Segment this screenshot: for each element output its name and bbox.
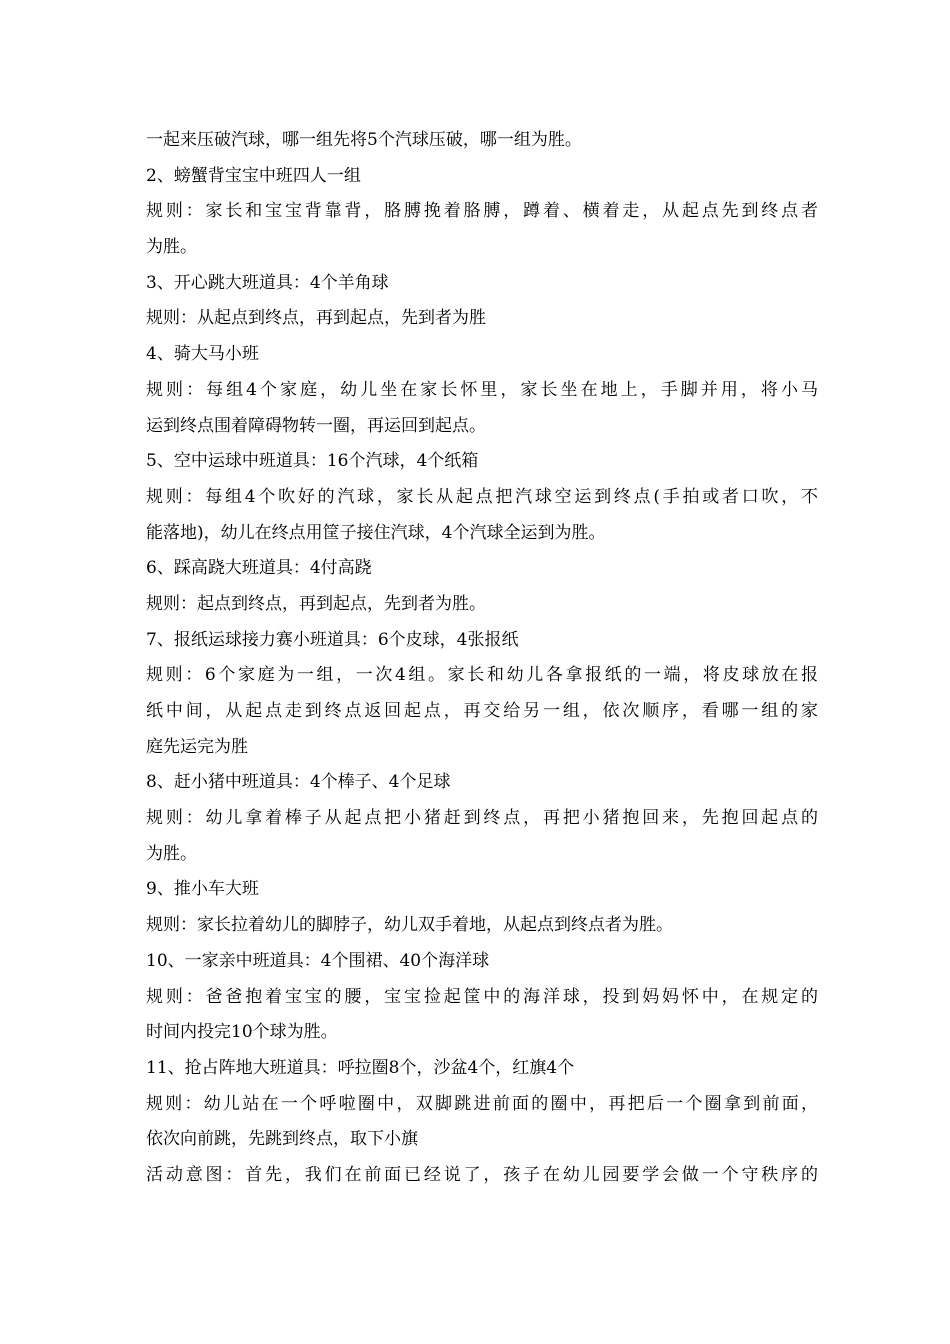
text-line-12: 能落地)，幼儿在终点用筐子接住汽球，4个汽球全运到为胜。 — [146, 522, 606, 543]
text-line-18: 庭先运完为胜 — [146, 736, 248, 757]
text-line-16: 规则：6个家庭为一组，一次4组。家长和幼儿各拿报纸的一端，将皮球放在报 — [146, 665, 818, 686]
text-line-28: 规则：幼儿站在一个呼啦圈中，双脚跳进前面的圈中，再把后一个圈拿到前面， — [146, 1093, 818, 1114]
text-line-25: 规则：爸爸抱着宝宝的腰，宝宝捡起筐中的海洋球，投到妈妈怀中，在规定的 — [146, 986, 818, 1007]
text-line-5: 3、开心跳大班道具：4个羊角球 — [146, 272, 389, 293]
text-line-14: 规则：起点到终点，再到起点，先到者为胜。 — [146, 593, 486, 614]
text-line-1: 一起来压破汽球，哪一组先将5个汽球压破，哪一组为胜。 — [146, 130, 582, 150]
text-line-7: 4、骑大马小班 — [146, 344, 259, 365]
text-line-29: 依次向前跳，先跳到终点，取下小旗 — [146, 1129, 418, 1150]
text-line-13: 6、踩高跷大班道具：4付高跷 — [146, 558, 372, 579]
text-line-17: 纸中间，从起点走到终点返回起点，再交给另一组，依次顺序，看哪一组的家 — [146, 701, 818, 721]
text-line-4: 为胜。 — [146, 237, 197, 258]
text-line-3: 规则：家长和宝宝背靠背，胳膊挽着胳膊，蹲着、横着走，从起点先到终点者 — [146, 201, 818, 222]
text-line-26: 时间内投完10个球为胜。 — [146, 1022, 338, 1043]
text-line-19: 8、赶小猪中班道具：4个棒子、4个足球 — [146, 772, 451, 793]
text-line-30: 活动意图：首先，我们在前面已经说了，孩子在幼儿园要学会做一个守秩序的 — [146, 1164, 818, 1185]
document-body — [146, 123, 818, 1194]
text-line-9: 运到终点围着障碍物转一圈，再运回到起点。 — [146, 415, 486, 436]
text-line-11: 规则：每组4个吹好的汽球，家长从起点把汽球空运到终点(手拍或者口吹，不 — [146, 486, 818, 507]
text-line-21: 为胜。 — [146, 843, 197, 864]
text-line-15: 7、报纸运球接力赛小班道具：6个皮球，4张报纸 — [146, 629, 519, 650]
text-line-8: 规则：每组4个家庭，幼儿坐在家长怀里，家长坐在地上，手脚并用，将小马 — [146, 379, 818, 400]
text-line-27: 11、抢占阵地大班道具：呼拉圈8个，沙盆4个，红旗4个 — [146, 1057, 575, 1078]
text-line-22: 9、推小车大班 — [146, 879, 259, 900]
text-line-2: 2、螃蟹背宝宝中班四人一组 — [146, 165, 361, 186]
text-line-6: 规则：从起点到终点，再到起点，先到者为胜 — [146, 308, 486, 329]
text-line-23: 规则：家长拉着幼儿的脚脖子，幼儿双手着地，从起点到终点者为胜。 — [146, 915, 673, 936]
text-line-20: 规则：幼儿拿着棒子从起点把小猪赶到终点，再把小猪抱回来，先抱回起点的 — [146, 808, 818, 829]
text-line-10: 5、空中运球中班道具：16个汽球，4个纸箱 — [146, 451, 479, 472]
text-line-24: 10、一家亲中班道具：4个围裙、40个海洋球 — [146, 950, 490, 971]
